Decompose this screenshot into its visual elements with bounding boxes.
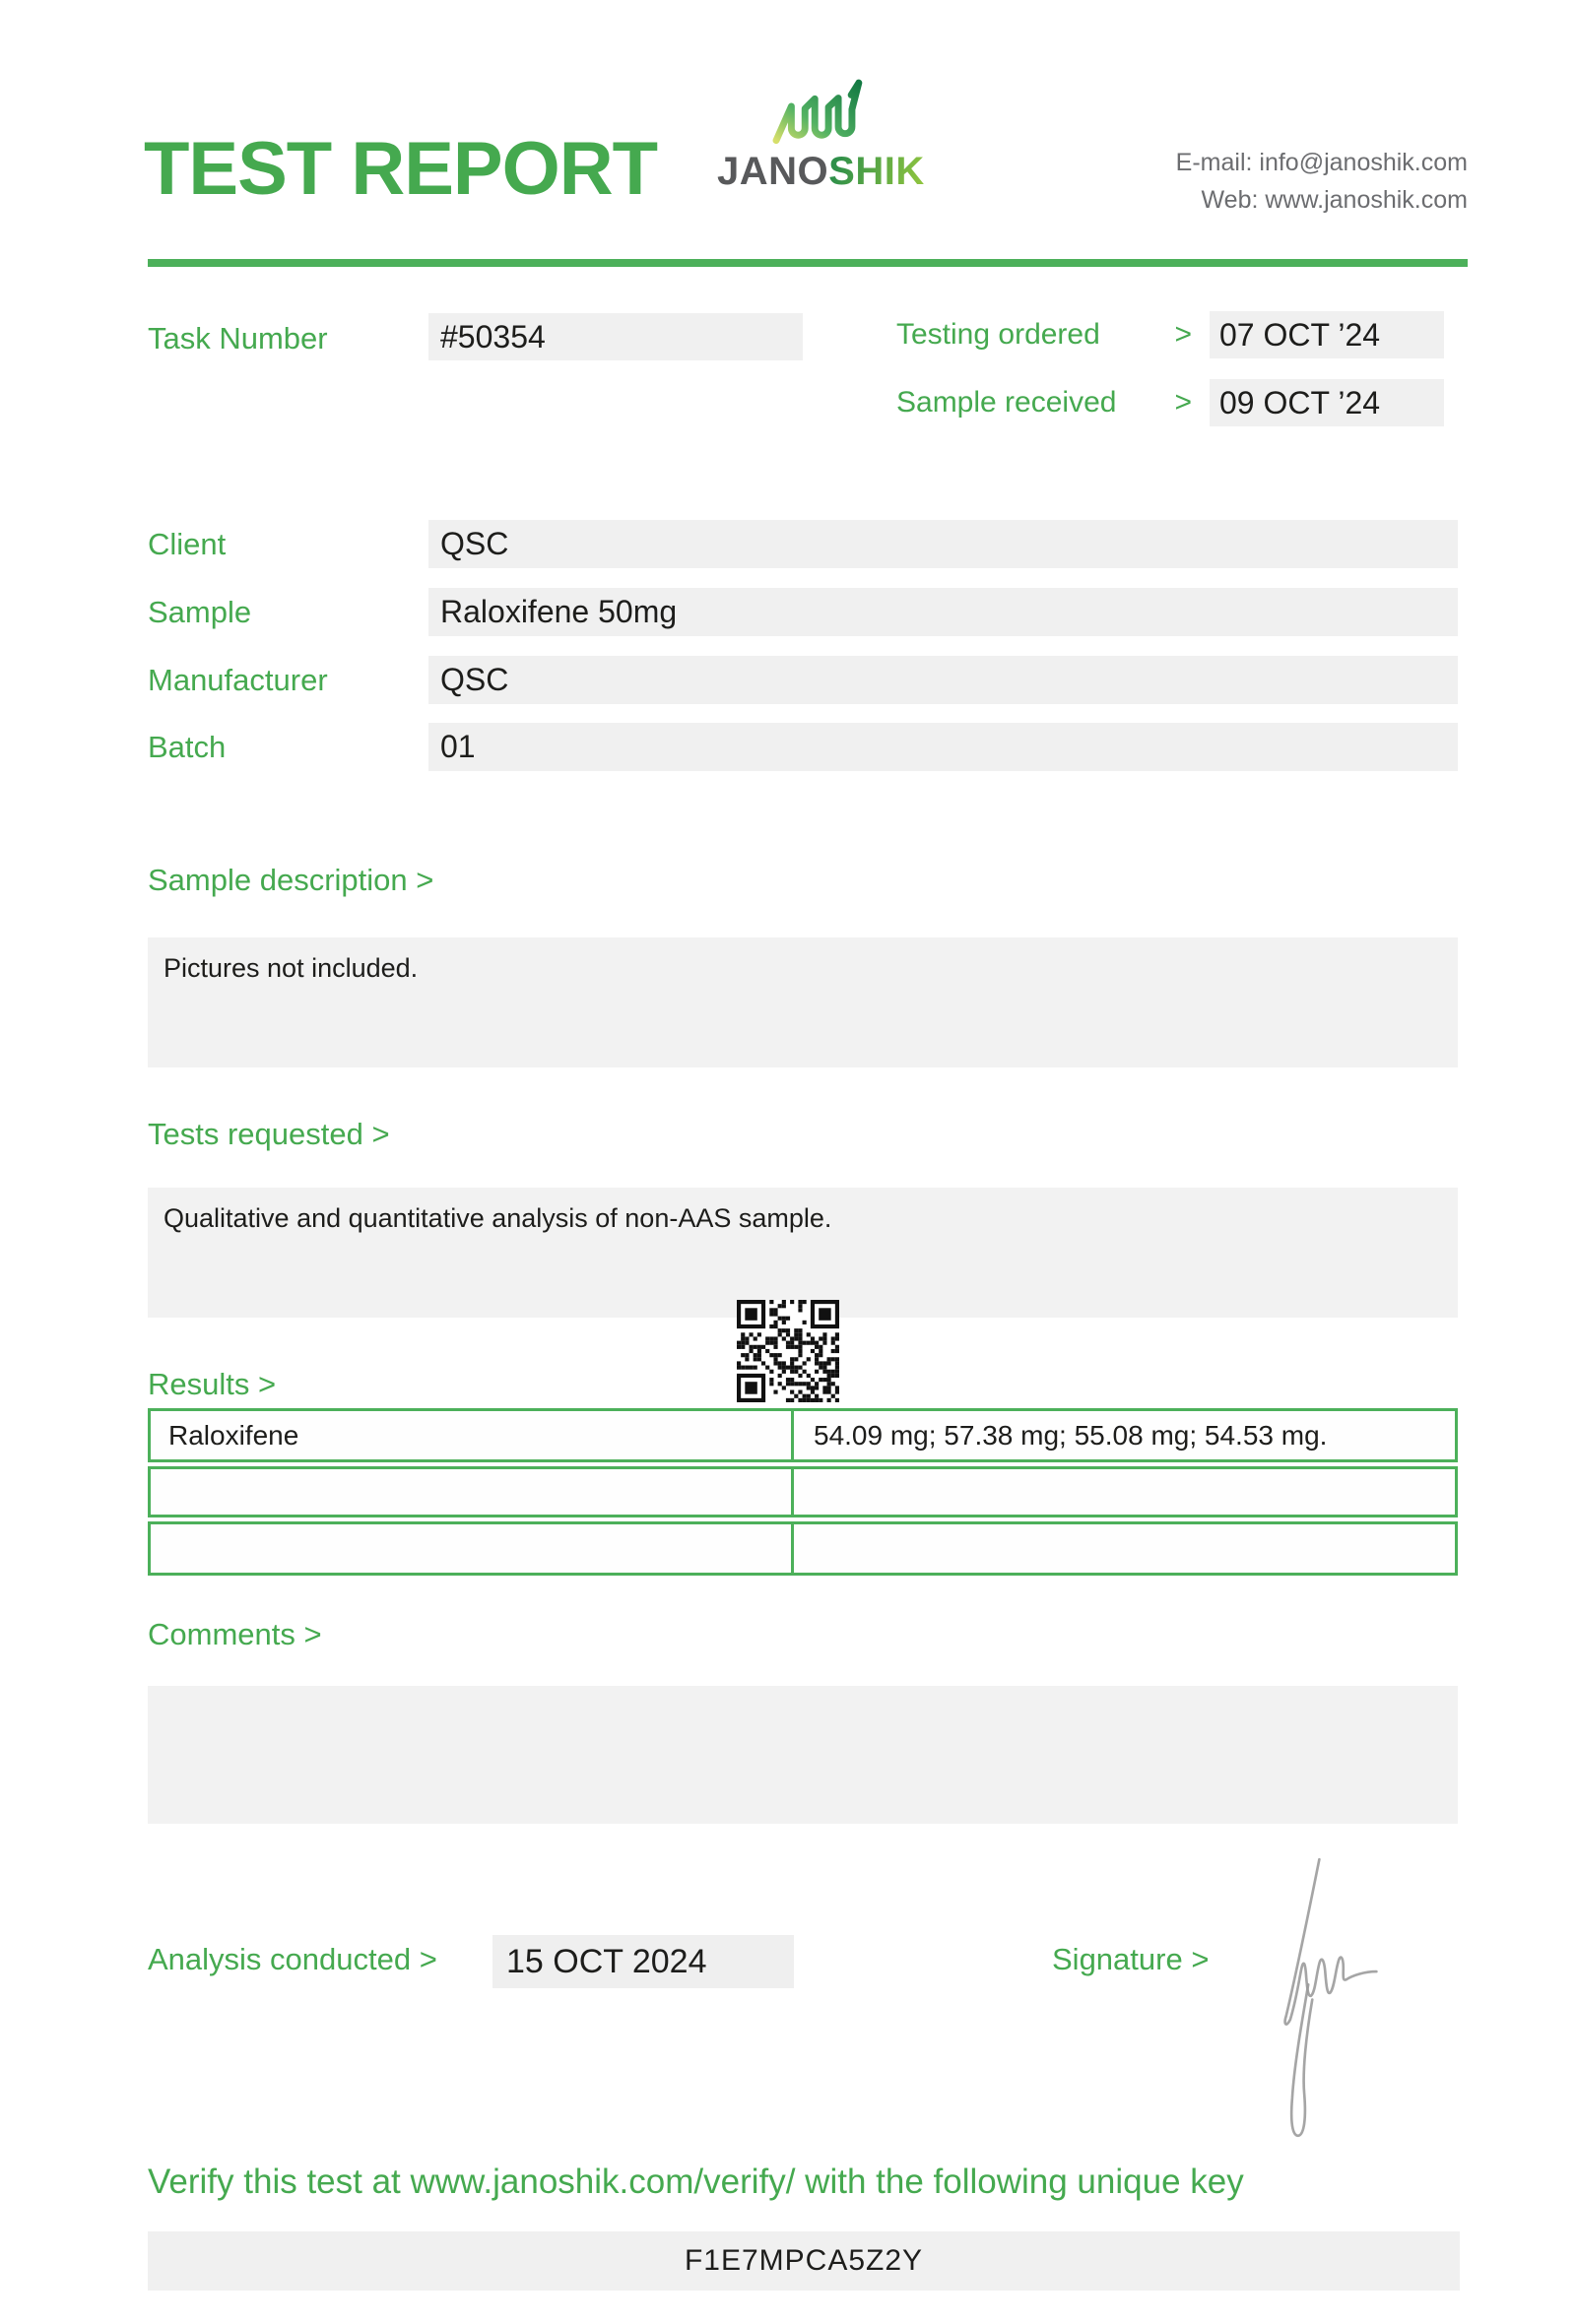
batch-label: Batch	[148, 730, 227, 764]
client-value: QSC	[428, 520, 1458, 568]
results-table	[148, 1408, 1458, 1576]
sample-value: Raloxifene 50mg	[428, 588, 1458, 636]
manufacturer-label: Manufacturer	[148, 663, 328, 697]
logo-text-jano: JANO	[717, 150, 829, 193]
result-cell	[794, 1524, 1455, 1573]
table-row	[148, 1521, 1458, 1576]
batch-value: 01	[428, 723, 1458, 771]
page-title: TEST REPORT	[144, 127, 658, 211]
sample-label: Sample	[148, 595, 252, 629]
analysis-conducted-label: Analysis conducted >	[148, 1942, 437, 1976]
comments-title: Comments >	[148, 1617, 322, 1651]
analyte-cell	[151, 1524, 794, 1573]
chevron-right-glyph: >	[1174, 386, 1192, 419]
tests-requested-box: Qualitative and quantitative analysis of non-AAS sample.	[148, 1188, 1458, 1318]
qr-code	[737, 1300, 839, 1402]
task-number-label: Task Number	[148, 321, 328, 355]
sample-description-title: Sample description >	[148, 863, 434, 897]
analyte-cell	[151, 1469, 794, 1515]
result-cell	[794, 1469, 1455, 1515]
verify-instruction: Verify this test at www.janoshik.com/verify/ with the following unique key	[148, 2163, 1244, 2201]
comments-box	[148, 1686, 1458, 1824]
manufacturer-value: QSC	[428, 656, 1458, 704]
analysis-date-value: 15 OCT 2024	[492, 1935, 794, 1988]
logo-text-shik: SHIK	[828, 150, 925, 193]
task-number-value: #50354	[428, 313, 803, 360]
testing-ordered-value: 07 OCT ’24	[1210, 311, 1444, 358]
verify-key-value: F1E7MPCA5Z2Y	[148, 2231, 1460, 2291]
signature-scribble	[1267, 1849, 1385, 2145]
result-cell: 54.09 mg; 57.38 mg; 55.08 mg; 54.53 mg.	[814, 1419, 1328, 1451]
logo-chart-icon	[766, 75, 865, 148]
header-divider	[148, 259, 1468, 267]
contact-block	[1176, 144, 1468, 219]
signature-label: Signature >	[1052, 1942, 1210, 1976]
tests-requested-title: Tests requested >	[148, 1117, 390, 1151]
sample-description-box: Pictures not included.	[148, 937, 1458, 1067]
client-label: Client	[148, 527, 227, 561]
janoshik-logo	[717, 75, 925, 194]
sample-received-label: Sample received >	[896, 379, 1192, 426]
table-row	[148, 1408, 1458, 1462]
analyte-cell: Raloxifene	[151, 1411, 794, 1459]
logo-wordmark	[717, 150, 925, 194]
sample-received-value: 09 OCT ’24	[1210, 379, 1444, 426]
testing-ordered-label: Testing ordered >	[896, 311, 1192, 358]
results-title: Results >	[148, 1367, 277, 1401]
chevron-right-glyph: >	[1174, 318, 1192, 351]
table-row	[148, 1466, 1458, 1517]
contact-web: Web: www.janoshik.com	[1201, 186, 1468, 214]
contact-email: E-mail: info@janoshik.com	[1175, 149, 1468, 176]
